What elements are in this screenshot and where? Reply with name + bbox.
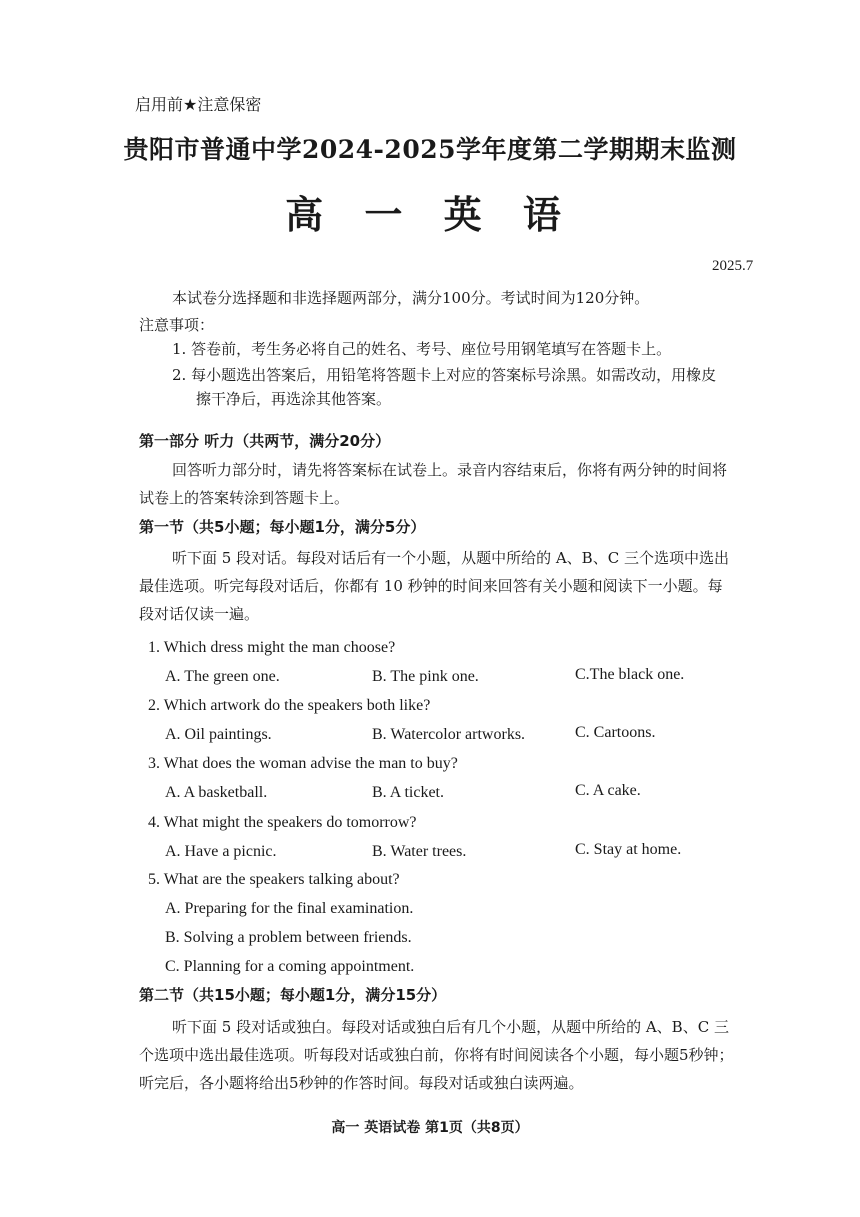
- question-4-option-b: B. Water trees.: [372, 843, 467, 860]
- confidential-mark: 启用前★注意保密: [135, 95, 262, 114]
- question-1: 1. Which dress might the man choose?: [148, 639, 396, 656]
- section1-desc-line1: 听下面 5 段对话。每段对话后有一个小题，从题中所给的 A、B、C 三个选项中选出: [172, 549, 729, 567]
- question-5-option-a: A. Preparing for the final examination.: [165, 900, 414, 917]
- question-4: 4. What might the speakers do tomorrow?: [148, 814, 417, 831]
- notice-item-2-continued: 擦干净后，再选涂其他答案。: [196, 390, 392, 408]
- question-3: 3. What does the woman advise the man to buy?: [148, 755, 458, 772]
- part1-desc-line2: 试卷上的答案转涂到答题卡上。: [139, 489, 350, 507]
- notice-item-2: 2. 每小题选出答案后，用铅笔将答题卡上对应的答案标号涂黑。如需改动，用橡皮: [172, 366, 717, 384]
- question-1-option-a: A. The green one.: [165, 668, 280, 685]
- question-2: 2. Which artwork do the speakers both like?: [148, 697, 431, 714]
- question-4-option-c: C. Stay at home.: [575, 841, 682, 858]
- question-1-option-c: C.The black one.: [575, 666, 685, 683]
- section1-desc-line2: 最佳选项。听完每段对话后，你都有 10 秒钟的时间来回答有关小题和阅读下一小题。每: [139, 577, 723, 595]
- section2-heading: 第二节（共15小题；每小题1分，满分15分）: [139, 986, 447, 1004]
- part1-desc-line1: 回答听力部分时，请先将答案标在试卷上。录音内容结束后，你将有两分钟的时间将: [172, 461, 728, 479]
- section2-desc-line3: 听完后，各小题将给出5秒钟的作答时间。每段对话或独白读两遍。: [139, 1074, 584, 1092]
- subject-title: 高 一 英 语: [285, 192, 575, 237]
- question-3-option-b: B. A ticket.: [372, 784, 444, 801]
- page-footer: 高一 英语试卷 第1页（共8页）: [331, 1120, 529, 1136]
- question-2-option-c: C. Cartoons.: [575, 724, 656, 741]
- question-2-option-a: A. Oil paintings.: [165, 726, 272, 743]
- section2-desc-line1: 听下面 5 段对话或独白。每段对话或独白后有几个小题，从题中所给的 A、B、C 三: [172, 1018, 729, 1036]
- notice-item-1: 1. 答卷前，考生务必将自己的姓名、考号、座位号用钢笔填写在答题卡上。: [172, 340, 672, 358]
- exam-date: 2025.7: [712, 258, 754, 274]
- section1-desc-line3: 段对话仅读一遍。: [139, 605, 260, 623]
- exam-title: 贵阳市普通中学2024-2025学年度第二学期期末监测: [123, 135, 737, 164]
- question-1-option-b: B. The pink one.: [372, 668, 479, 685]
- question-5-option-b: B. Solving a problem between friends.: [165, 929, 412, 946]
- question-2-option-b: B. Watercolor artworks.: [372, 726, 526, 743]
- section2-desc-line2: 个选项中选出最佳选项。听每段对话或独白前，你将有时间阅读各个小题，每小题5秒钟；: [139, 1046, 734, 1064]
- question-5: 5. What are the speakers talking about?: [148, 871, 400, 888]
- part1-heading: 第一部分 听力（共两节，满分20分）: [139, 432, 391, 450]
- exam-intro: 本试卷分选择题和非选择题两部分，满分100分。考试时间为120分钟。: [172, 289, 650, 307]
- question-3-option-c: C. A cake.: [575, 782, 641, 799]
- question-5-option-c: C. Planning for a coming appointment.: [165, 958, 415, 975]
- section1-heading: 第一节（共5小题；每小题1分，满分5分）: [139, 518, 426, 536]
- question-4-option-a: A. Have a picnic.: [165, 843, 277, 860]
- question-3-option-a: A. A basketball.: [165, 784, 268, 801]
- notice-heading: 注意事项：: [139, 316, 215, 334]
